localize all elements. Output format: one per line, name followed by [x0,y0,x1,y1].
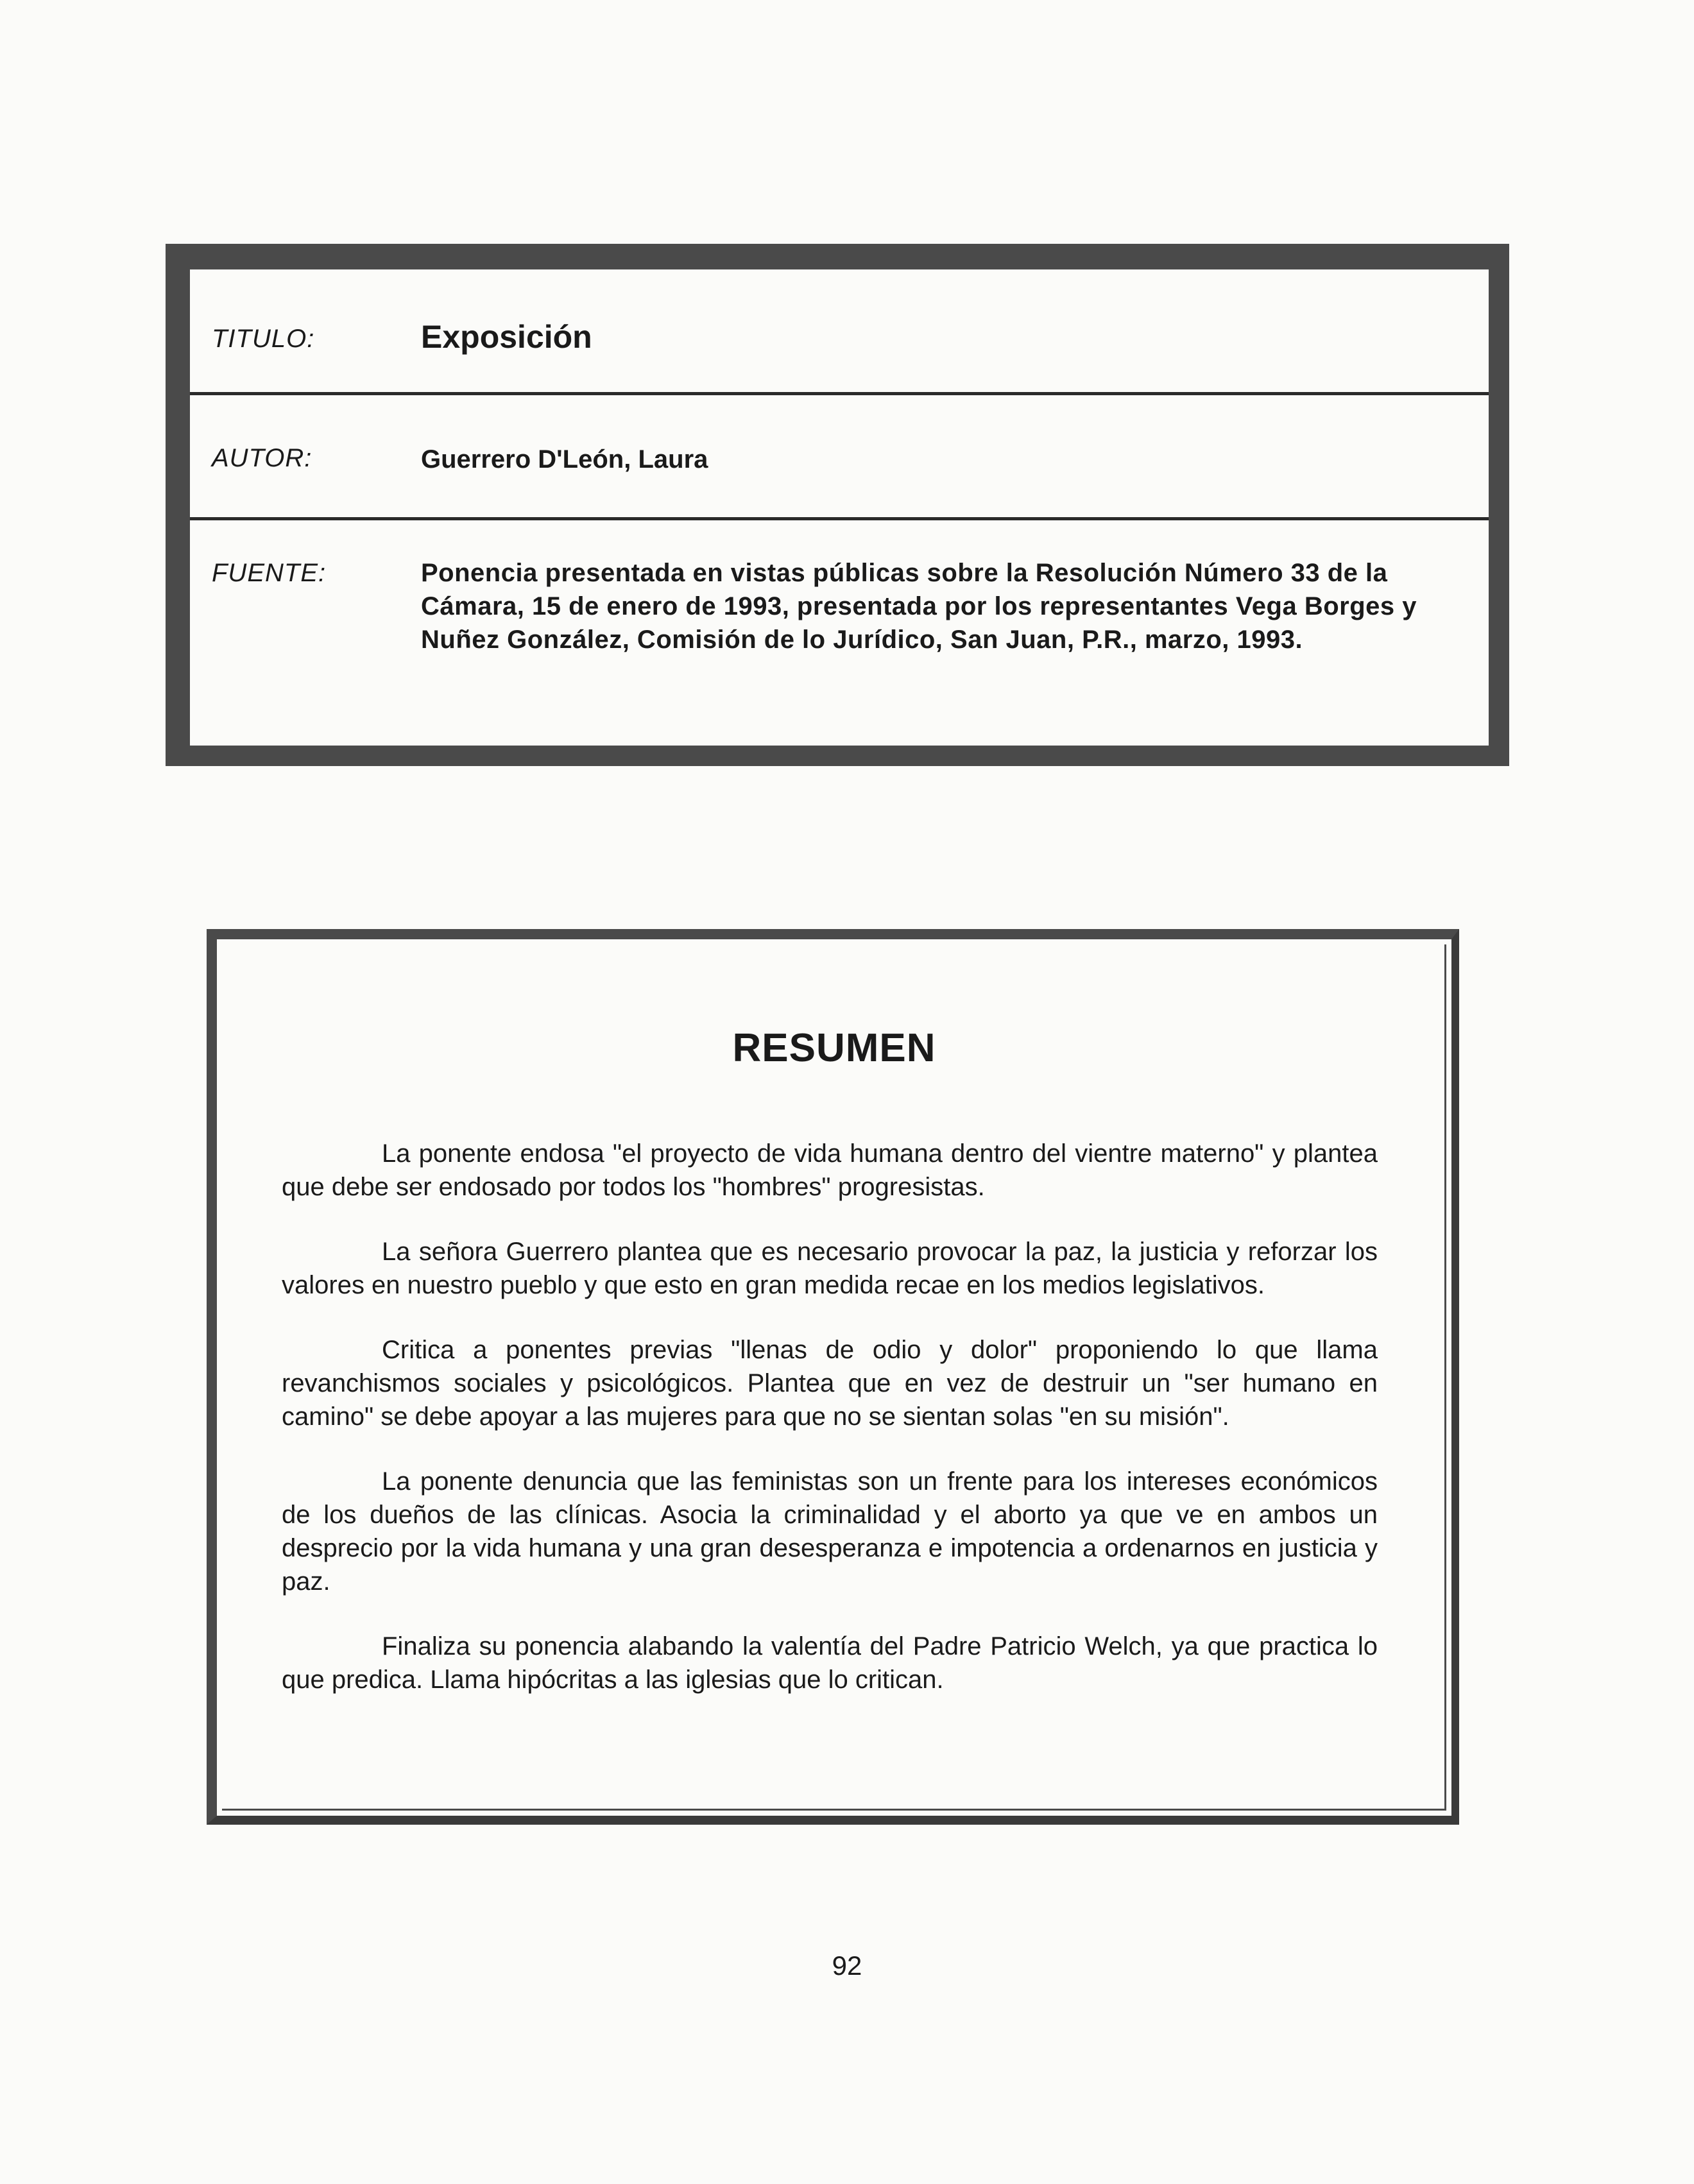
titulo-row [190,269,1489,395]
fuente-value: Ponencia presentada en vistas públicas sobre la Resolución Número 33 de la Cámara, 15 de enero de 1993, presentada por los representantes Vega Borges y Nuñez González, Comisión de lo Jurídico, San Juan, P.R., marzo, 1993. [421,559,1417,654]
autor-value: Guerrero D'León, Laura [421,445,708,473]
summary-paragraph: La ponente endosa "el proyecto de vida humana dentro del vientre materno" y plantea que debe ser endosado por todos los "hombres" progresistas. [282,1139,1378,1201]
titulo-label: TITULO: [212,325,315,353]
fuente-row [190,520,1489,746]
fuente-label: FUENTE: [212,559,327,587]
titulo-value: Exposición [421,319,592,355]
autor-label: AUTOR: [212,444,312,472]
summary-paragraph: La ponente denuncia que las feministas son un frente para los intereses económicos de los dueños de las clínicas. Asocia la criminalidad y el aborto ya que ve en ambos un desprecio por la vida humana y una gran desesperanza e impotencia a ordenarnos en justicia y paz. [282,1467,1378,1596]
summary-paragraph: Critica a ponentes previas "llenas de odio y dolor" proponiendo lo que llama revanchismos sociales y psicológicos. Plantea que en vez de destruir un "ser humano en camino" se debe apoyar a las mujeres para que no se sientan solas "en su misión". [282,1336,1378,1431]
summary-frame [207,929,1459,1825]
summary-paragraph: Finaliza su ponencia alabando la valentía del Padre Patricio Welch, ya que practica lo que predica. Llama hipócritas a las iglesias que lo critican. [282,1632,1378,1694]
summary-body [282,1137,1378,1728]
page-number: 92 [832,1950,862,1981]
autor-row [190,395,1489,520]
summary-heading: RESUMEN [732,1026,936,1070]
bibliographic-record [190,269,1489,746]
summary-paragraph: La señora Guerrero plantea que es necesario provocar la paz, la justicia y reforzar los valores en nuestro pueblo y que esto en gran medida recae en los medios legislativos. [282,1238,1378,1299]
bibliographic-record-frame [166,244,1509,766]
